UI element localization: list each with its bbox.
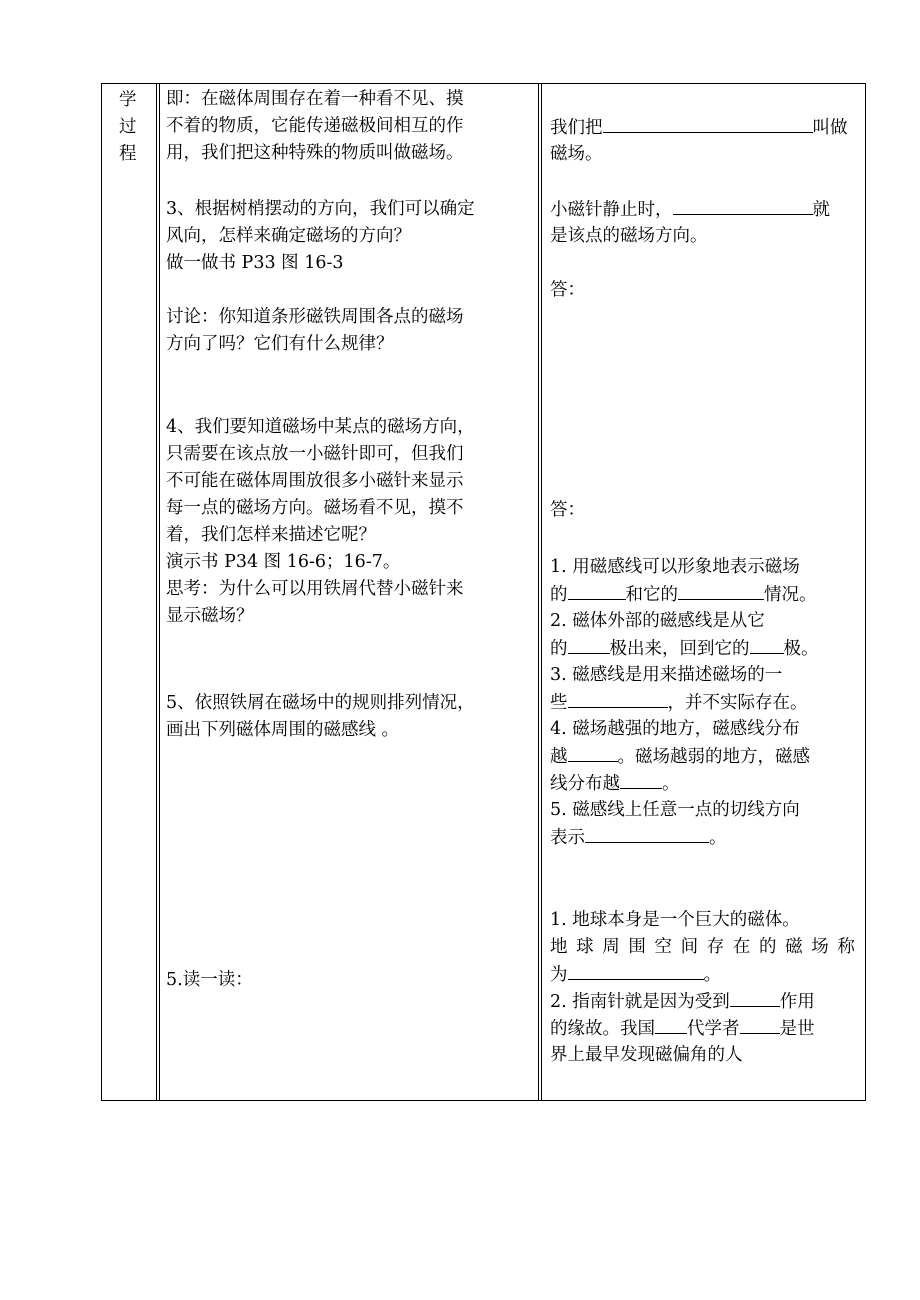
fill-blank[interactable]: [620, 770, 662, 789]
text-line: 2. 磁体外部的磁感线是从它: [550, 611, 765, 631]
text-line: 不可能在磁体周围放很多小磁针来显示: [166, 471, 464, 491]
text: 。: [709, 828, 727, 848]
text: 极出来，回到它的: [609, 639, 750, 659]
question-3: [166, 196, 475, 277]
text: 越: [550, 747, 568, 767]
discussion: [166, 304, 464, 358]
text: 存: [706, 937, 725, 957]
fill-blank[interactable]: [678, 581, 764, 600]
side-label-char: 学: [119, 90, 137, 110]
text-line: 4、我们要知道磁场中某点的磁场方向，: [166, 417, 475, 437]
fill-blank[interactable]: [568, 743, 618, 762]
text-line: 即：在磁体周围存在着一种看不见、摸: [166, 89, 464, 109]
text: 球: [576, 937, 594, 957]
answer-label: 答：: [550, 500, 585, 520]
fill-blank[interactable]: [740, 1015, 780, 1034]
fill-blank[interactable]: [603, 114, 813, 133]
text-line: [550, 961, 855, 988]
text-line: 风向，怎样来确定磁场的方向？: [166, 226, 411, 246]
text: 是世: [779, 1019, 815, 1039]
text: 叫做: [812, 118, 848, 138]
text: 。磁场越弱的地方，磁感: [617, 747, 810, 767]
text-line: 不着的物质，它能传递磁极间相互的作: [166, 116, 464, 136]
text-line: 3. 磁感线是用来描述磁场的一: [550, 665, 783, 685]
text: 的: [550, 639, 568, 659]
text: 2. 指南针就是因为受到: [550, 992, 730, 1012]
fill-blank[interactable]: [673, 196, 813, 215]
text-line: 1. 地球本身是一个巨大的磁体。: [550, 910, 800, 930]
text-line: [550, 934, 855, 961]
text-line: 4. 磁场越强的地方，磁感线分布: [550, 719, 800, 739]
text: 磁: [785, 937, 803, 957]
text: 间: [680, 937, 699, 957]
fill-blank[interactable]: [750, 635, 784, 654]
earth-magnetism-notes: [550, 907, 855, 1069]
text: 场: [811, 937, 829, 957]
text: 极。: [783, 639, 819, 659]
answer-label: 答：: [550, 280, 585, 300]
fill-blank[interactable]: [585, 824, 709, 843]
fill-blank[interactable]: [568, 689, 668, 708]
text: 空: [654, 937, 672, 957]
text: 围: [628, 937, 646, 957]
intro-paragraph: [166, 86, 464, 167]
text-line: 着，我们怎样来描述它呢？: [166, 525, 376, 545]
text-line: 界上最早发现磁偏角的人: [550, 1045, 743, 1065]
side-label-char: 过: [119, 117, 137, 137]
text: 我们把: [550, 118, 603, 138]
text-line: [550, 114, 848, 141]
text: 在: [732, 937, 751, 957]
text: 。: [662, 774, 680, 794]
text: 周: [602, 937, 620, 957]
column-divider: [541, 83, 542, 1101]
text: 代学者: [687, 1019, 740, 1039]
text-line: [550, 635, 819, 662]
text-line: 讨论：你知道条形磁铁周围各点的磁场: [166, 307, 464, 327]
text-line: [550, 988, 855, 1015]
text-line: 思考：为什么可以用铁屑代替小磁针来: [166, 579, 464, 599]
text: 称: [837, 937, 855, 957]
text-line: 每一点的磁场方向。磁场看不见，摸不: [166, 498, 464, 518]
text-line: 只需要在该点放一小磁针即可，但我们: [166, 444, 464, 464]
text: 作用: [779, 992, 815, 1012]
text-line: 磁场。: [550, 144, 603, 164]
fill-blank[interactable]: [568, 961, 704, 980]
text: 。: [703, 965, 721, 985]
side-label: [119, 86, 137, 167]
fill-blank[interactable]: [568, 581, 626, 600]
column-divider: [159, 83, 160, 1101]
text-line: 5. 磁感线上任意一点的切线方向: [550, 800, 800, 820]
activity-line: 做一做书 P33 图 16-3: [166, 253, 344, 273]
question-4: [166, 414, 475, 630]
text: 为: [550, 965, 568, 985]
text-line: 方向了吗？它们有什么规律？: [166, 334, 394, 354]
text: 的: [550, 585, 568, 605]
question-5: [166, 690, 475, 744]
text-line: [550, 1015, 855, 1042]
text-line: 5、依照铁屑在磁场中的规则排列情况，: [166, 693, 475, 713]
text: 地: [550, 937, 568, 957]
text: 和它的: [625, 585, 678, 605]
text: 线分布越: [550, 774, 620, 794]
text-line: [550, 581, 819, 608]
field-definition: [550, 114, 848, 168]
text: 情况。: [764, 585, 817, 605]
text: 小磁针静止时，: [550, 200, 673, 220]
fill-blank[interactable]: [655, 1015, 687, 1034]
column-divider: [538, 83, 539, 1101]
field-line-notes: [550, 554, 819, 851]
read-section-label: 5.读一读：: [166, 970, 253, 990]
text-line: 显示磁场？: [166, 606, 254, 626]
column-divider: [156, 83, 157, 1101]
text: 些: [550, 693, 568, 713]
text-line: [550, 689, 819, 716]
demo-line: 演示书 P34 图 16-6；16-7。: [166, 552, 401, 572]
text-line: [550, 743, 819, 770]
fill-blank[interactable]: [568, 635, 610, 654]
fill-blank[interactable]: [730, 988, 780, 1007]
text: 就: [812, 200, 830, 220]
text: 表示: [550, 828, 585, 848]
text-line: 画出下列磁体周围的磁感线 。: [166, 720, 400, 740]
text: 的缘故。我国: [550, 1019, 655, 1039]
text-line: 是该点的磁场方向。: [550, 226, 708, 246]
text-line: [550, 196, 830, 223]
needle-direction: [550, 196, 830, 250]
side-label-char: 程: [119, 144, 137, 164]
text: 的: [759, 937, 777, 957]
text-line: [550, 824, 819, 851]
text-line: 3、根据树梢摆动的方向，我们可以确定: [166, 199, 475, 219]
text-line: 用，我们把这种特殊的物质叫做磁场。: [166, 143, 464, 163]
text-line: [550, 770, 819, 797]
text-line: 1. 用磁感线可以形象地表示磁场: [550, 557, 800, 577]
text: ，并不实际存在。: [667, 693, 808, 713]
